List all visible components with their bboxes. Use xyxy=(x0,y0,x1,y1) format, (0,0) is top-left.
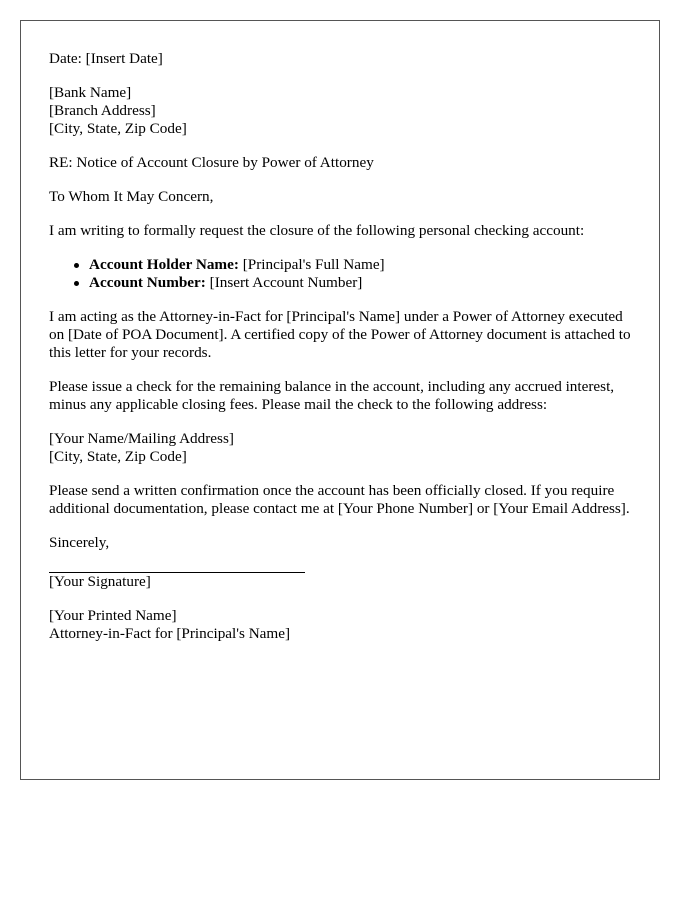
signature-line xyxy=(49,558,305,573)
signer-title: Attorney-in-Fact for [Principal's Name] xyxy=(49,625,291,642)
intro-block xyxy=(49,222,631,240)
account-holder-value: [Principal's Full Name] xyxy=(238,256,385,273)
date-line: Date: [Insert Date] xyxy=(49,50,163,67)
salutation-block xyxy=(49,188,631,206)
signature-label: [Your Signature] xyxy=(49,573,151,590)
poa-paragraph: I am acting as the Attorney-in-Fact for [Principal's Name] under a Power of Attorney executed on [Date of POA Document]. A certified copy of the Power of Attorney document is attached to this letter for your records. xyxy=(49,308,631,361)
account-number-value: [Insert Account Number] xyxy=(205,274,363,291)
closing: Sincerely, xyxy=(49,534,110,551)
list-item xyxy=(89,274,631,292)
recipient-city-state-zip: [City, State, Zip Code] xyxy=(49,120,187,137)
account-number-label: Account Number: xyxy=(89,274,206,291)
recipient-address xyxy=(49,84,631,138)
balance-block xyxy=(49,378,631,414)
subject-block xyxy=(49,154,631,172)
account-holder-label: Account Holder Name: xyxy=(89,256,239,273)
branch-address: [Branch Address] xyxy=(49,102,156,119)
confirmation-paragraph: Please send a written confirmation once the account has been officially closed. If you require additional documentation, please contact me at [Your Phone Number] or [Your Email Address]. xyxy=(49,482,630,517)
mailing-address-line1: [Your Name/Mailing Address] xyxy=(49,430,234,447)
printed-name: [Your Printed Name] xyxy=(49,607,177,624)
mailing-address-line2: [City, State, Zip Code] xyxy=(49,448,187,465)
subject-line: RE: Notice of Account Closure by Power of Attorney xyxy=(49,154,374,171)
balance-paragraph: Please issue a check for the remaining balance in the account, including any accrued interest, minus any applicable closing fees. Please mail the check to the following address: xyxy=(49,378,615,413)
confirmation-block xyxy=(49,482,631,518)
intro-paragraph: I am writing to formally request the closure of the following personal checking account: xyxy=(49,222,585,239)
poa-block xyxy=(49,308,631,362)
signer-block xyxy=(49,607,631,643)
signature-block xyxy=(49,558,631,591)
closing-block xyxy=(49,534,631,552)
date-block xyxy=(49,50,631,68)
bank-name: [Bank Name] xyxy=(49,84,132,101)
mailing-address xyxy=(49,430,631,466)
letter-page xyxy=(20,20,660,780)
salutation: To Whom It May Concern, xyxy=(49,188,214,205)
list-item xyxy=(89,256,631,274)
account-details-list xyxy=(49,256,631,292)
